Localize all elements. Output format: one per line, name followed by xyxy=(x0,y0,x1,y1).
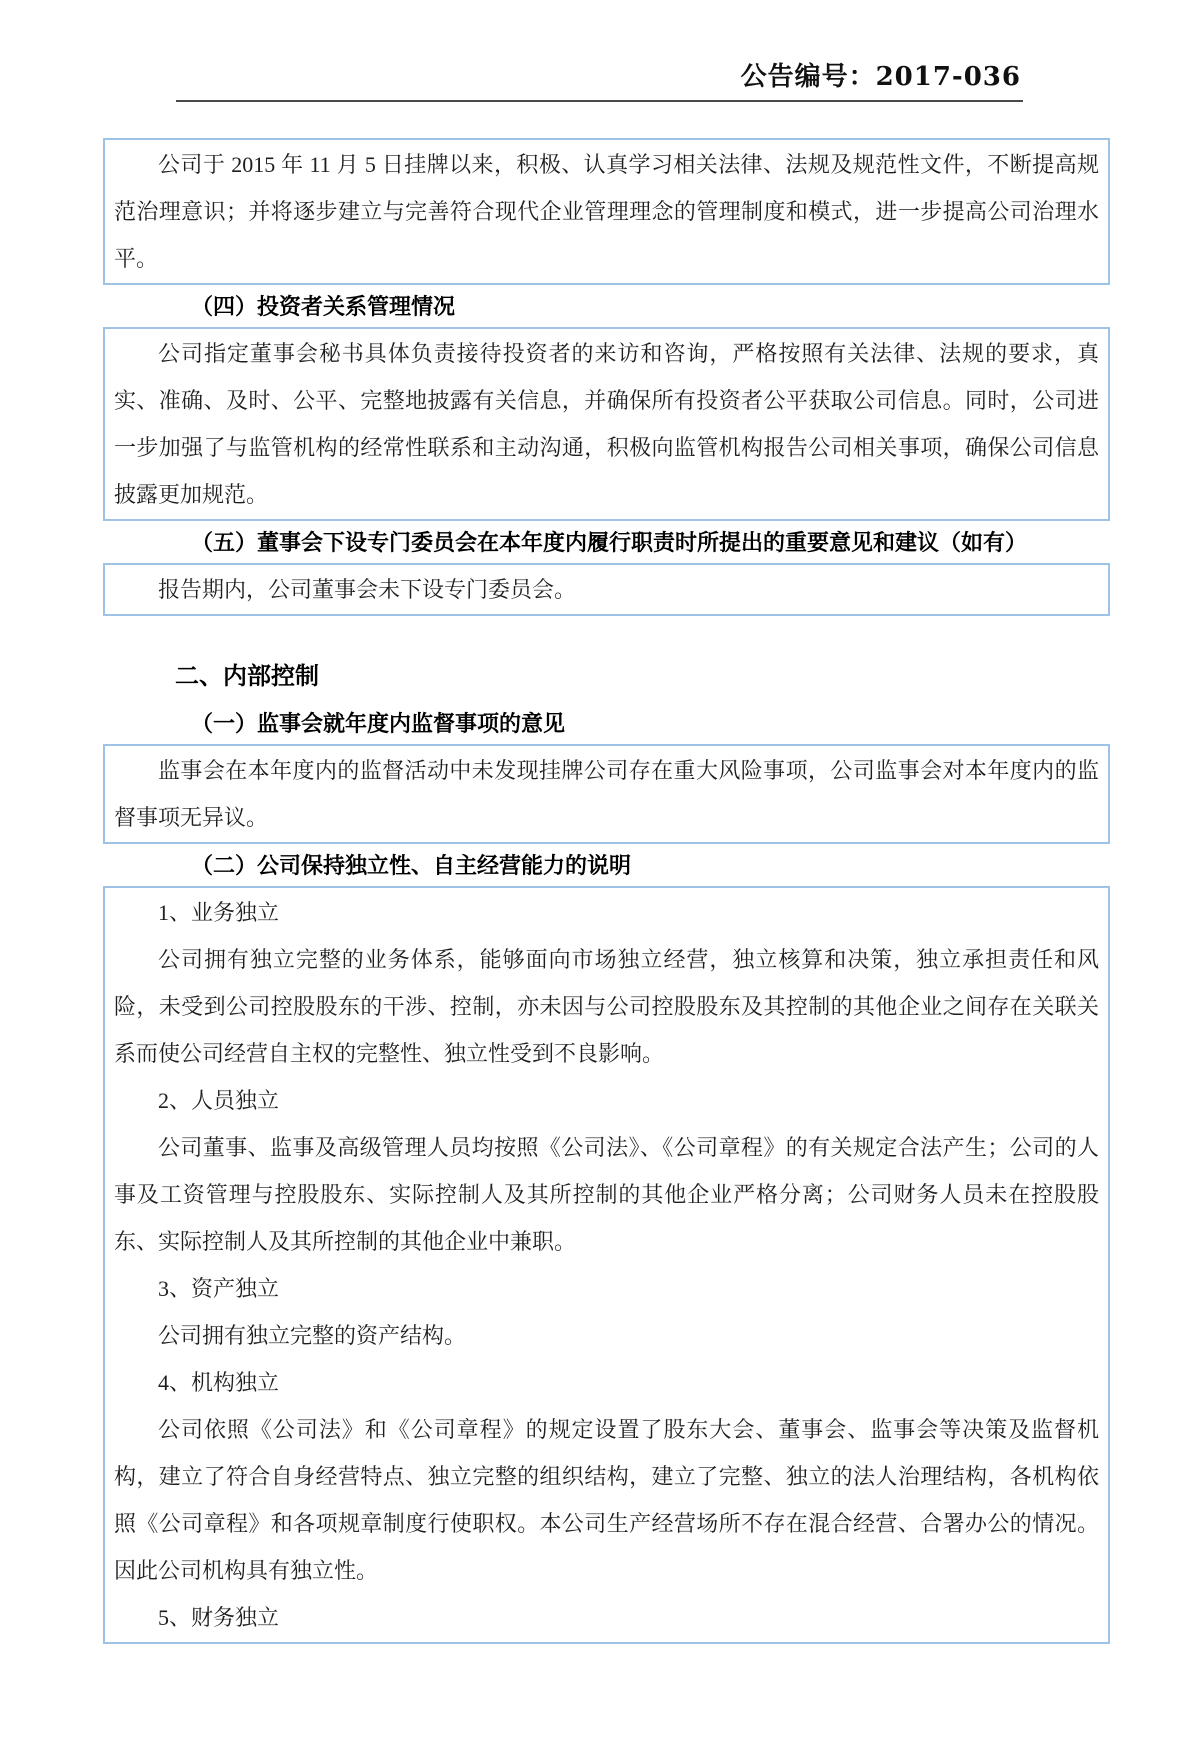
paragraph: 报告期内，公司董事会未下设专门委员会。 xyxy=(158,577,577,602)
paragraph: 监事会在本年度内的监督活动中未发现挂牌公司存在重大风险事项，公司监事会对本年度内的监督事项无异议。 xyxy=(114,758,1099,830)
document-page xyxy=(0,56,1200,1644)
paragraph-box-investor-relations xyxy=(103,327,1110,521)
list-item-business-independence: 1、业务独立 xyxy=(158,900,280,925)
document-body xyxy=(103,138,1110,1644)
list-item-organization-independence: 4、机构独立 xyxy=(158,1370,280,1395)
paragraph: 公司拥有独立完整的业务体系，能够面向市场独立经营，独立核算和决策，独立承担责任和风险，未受到公司控股股东的干涉、控制，亦未因与公司控股股东及其控制的其他企业之间存在关联关系而使公司经营自主权的完整性、独立性受到不良影响。 xyxy=(114,947,1099,1066)
list-item-asset-independence: 3、资产独立 xyxy=(158,1276,280,1301)
announcement-number: 公告编号：2017-036 xyxy=(740,62,1021,92)
paragraph-box-special-committees xyxy=(103,563,1110,616)
heading-special-committees: （五）董事会下设专门委员会在本年度内履行职责时所提出的重要意见和建议（如有） xyxy=(191,530,1028,555)
paragraph: 公司指定董事会秘书具体负责接待投资者的来访和咨询，严格按照有关法律、法规的要求，真实、准确、及时、公平、完整地披露有关信息，并确保所有投资者公平获取公司信息。同时，公司进一步加强了与监管机构的经常性联系和主动沟通，积极向监管机构报告公司相关事项，确保公司信息披露更加规范。 xyxy=(114,341,1099,507)
paragraph-box-listing-compliance xyxy=(103,138,1110,285)
paragraph-box-supervisory-opinion xyxy=(103,744,1110,844)
heading-investor-relations: （四）投资者关系管理情况 xyxy=(191,294,456,319)
paragraph: 公司于 2015 年 11 月 5 日挂牌以来，积极、认真学习相关法律、法规及规范性文件，不断提高规范治理意识；并将逐步建立与完善符合现代企业管理理念的管理制度和模式，进一步提高公司治理水平。 xyxy=(114,152,1099,271)
paragraph: 公司董事、监事及高级管理人员均按照《公司法》、《公司章程》的有关规定合法产生；公司的人事及工资管理与控股股东、实际控制人及其所控制的其他企业严格分离；公司财务人员未在控股股东、实际控制人及其所控制的其他企业中兼职。 xyxy=(114,1135,1099,1254)
paragraph-box-independence xyxy=(103,886,1110,1644)
paragraph: 公司依照《公司法》和《公司章程》的规定设置了股东大会、董事会、监事会等决策及监督机构，建立了符合自身经营特点、独立完整的组织结构，建立了完整、独立的法人治理结构，各机构依照《公司章程》和各项规章制度行使职权。本公司生产经营场所不存在混合经营、合署办公的情况。因此公司机构具有独立性。 xyxy=(114,1417,1099,1583)
list-item-personnel-independence: 2、人员独立 xyxy=(158,1088,280,1113)
heading-internal-control: 二、内部控制 xyxy=(175,663,319,690)
document-header xyxy=(176,56,1023,102)
heading-supervisory-opinion: （一）监事会就年度内监督事项的意见 xyxy=(191,711,566,736)
paragraph: 公司拥有独立完整的资产结构。 xyxy=(158,1323,467,1348)
heading-independence: （二）公司保持独立性、自主经营能力的说明 xyxy=(191,853,632,878)
list-item-finance-independence: 5、财务独立 xyxy=(158,1605,280,1630)
